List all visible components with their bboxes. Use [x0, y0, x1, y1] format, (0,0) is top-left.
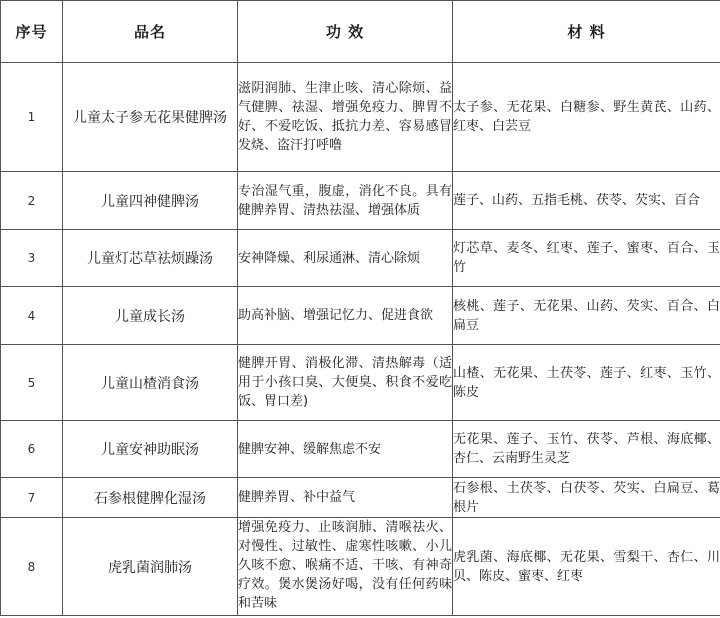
row-effect [238, 421, 453, 478]
row-num: 3 [1, 230, 63, 287]
row-effect-text: 滋阴润肺、生津止咳、清心除烦、益气健脾、祛湿、增强免疫力、脾胃不好、不爱吃饭、抵抗力差、容易感冒发烧、盗汗打呼噜 [238, 81, 452, 153]
row-materials-text: 石参根、土茯苓、白茯苓、芡实、白扁豆、葛根片 [453, 480, 720, 515]
table-row [1, 421, 720, 478]
row-materials-text: 莲子、山药、五指毛桃、茯苓、芡实、百合 [453, 193, 701, 208]
header-materials: 材 料 [453, 1, 720, 63]
row-effect-text: 安神降燥、利尿通淋、清心除烦 [238, 250, 421, 266]
row-effect [238, 230, 453, 287]
row-materials-text: 山楂、无花果、土茯苓、莲子、红枣、玉竹、陈皮 [453, 365, 720, 400]
table-row [1, 287, 720, 345]
header-num: 序号 [1, 1, 63, 63]
row-num: 6 [1, 421, 63, 478]
row-materials [453, 230, 720, 287]
row-effect [238, 63, 453, 172]
row-num: 1 [1, 63, 63, 172]
row-effect [238, 287, 453, 345]
row-materials-text: 核桃、莲子、无花果、山药、芡实、百合、白扁豆 [453, 298, 720, 333]
table-row [1, 172, 720, 230]
row-name: 儿童山楂消食汤 [63, 345, 238, 421]
row-materials-text: 灯芯草、麦冬、红枣、莲子、蜜枣、百合、玉竹 [453, 241, 720, 275]
row-num: 2 [1, 172, 63, 230]
table-row [1, 63, 720, 172]
row-materials [453, 345, 720, 421]
table-row [1, 230, 720, 287]
row-num: 5 [1, 345, 63, 421]
row-effect [238, 345, 453, 421]
header-row [1, 1, 720, 63]
row-num: 4 [1, 287, 63, 345]
row-name: 儿童四神健脾汤 [63, 172, 238, 230]
row-effect-text: 健脾安神、缓解焦虑不安 [238, 441, 382, 457]
row-effect [238, 518, 453, 616]
row-effect-text: 助高补脑、增强记忆力、促进食欲 [238, 308, 434, 323]
row-effect-text: 专治湿气重，腹虚，消化不良。具有健脾养胃、清热祛湿、增强体质 [238, 183, 452, 218]
row-name: 虎乳菌润肺汤 [63, 518, 238, 616]
row-name: 儿童灯芯草祛烦躁汤 [63, 230, 238, 287]
row-effect [238, 172, 453, 230]
row-effect [238, 478, 453, 518]
row-effect-text: 健脾养胃、补中益气 [238, 490, 356, 505]
row-materials-text: 虎乳菌、海底椰、无花果、雪梨干、杏仁、川贝、陈皮、蜜枣、红枣 [453, 549, 720, 584]
row-effect-text: 增强免疫力、止咳润肺、清喉祛火、对慢性、过敏性、虚寒性咳嗽、小儿久咳不愈、喉痛不适、干咳、有神奇疗效。煲水煲汤好喝，没有任何药味和苦味 [238, 520, 452, 611]
row-materials [453, 478, 720, 518]
row-materials-text: 太子参、无花果、白糖参、野生黄芪、山药、红枣、白芸豆 [453, 100, 720, 134]
row-effect-text: 健脾开胃、消极化滞、清热解毒（适用于小孩口臭、大便臭、积食不爱吃饭、胃口差) [238, 356, 452, 409]
row-materials [453, 421, 720, 478]
row-name: 儿童安神助眠汤 [63, 421, 238, 478]
header-effect: 功 效 [238, 1, 453, 63]
row-materials [453, 63, 720, 172]
row-name: 石参根健脾化湿汤 [63, 478, 238, 518]
row-materials-text: 无花果、莲子、玉竹、茯苓、芦根、海底椰、杏仁、云南野生灵芝 [453, 432, 720, 466]
row-name: 儿童太子参无花果健脾汤 [63, 63, 238, 172]
table-row [1, 478, 720, 518]
row-materials [453, 172, 720, 230]
row-num: 7 [1, 478, 63, 518]
row-materials [453, 287, 720, 345]
header-name: 品名 [63, 1, 238, 63]
table-row [1, 518, 720, 616]
row-num: 8 [1, 518, 63, 616]
row-name: 儿童成长汤 [63, 287, 238, 345]
row-materials [453, 518, 720, 616]
table-row [1, 345, 720, 421]
